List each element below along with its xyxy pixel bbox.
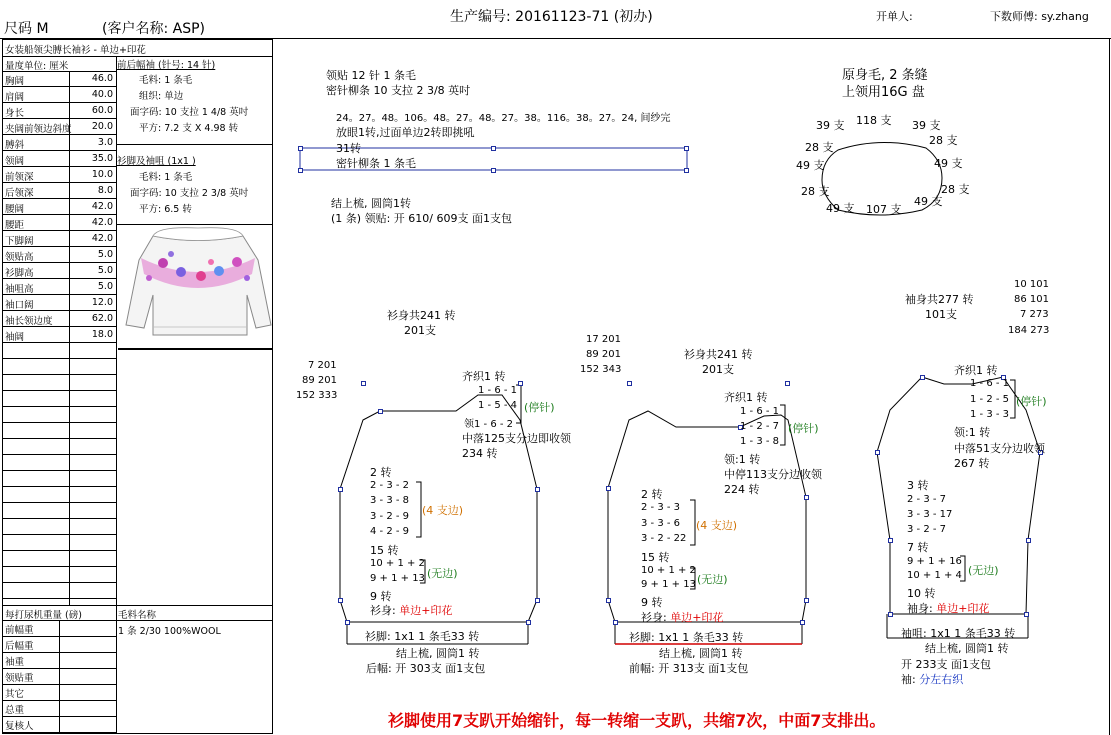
back-r2: 2 转 [370, 466, 392, 479]
front-neck1: 中停113支分边收领 [724, 468, 822, 481]
measurement-label: 肩阔 [5, 92, 25, 103]
back-neck2: 234 转 [462, 447, 498, 460]
sleeve-even: 齐织1 转 [954, 364, 998, 377]
sleeve-open: 开 233支 面1支包 [901, 658, 991, 671]
front-r9: 9 转 [641, 596, 663, 609]
yoke-label: 49 支 [934, 157, 963, 170]
measurement-label: 腰阔 [5, 204, 25, 215]
measurement-value: 12.0 [91, 297, 113, 308]
body-spec-density: 面字码: 10 支拉 1 4/8 英吋 [130, 107, 249, 118]
back-side-num: 152 333 [296, 390, 338, 401]
back-even: 齐织1 转 [462, 370, 506, 383]
measurement-value: 3.0 [97, 137, 113, 148]
sleeve-side-num: 7 273 [1020, 309, 1049, 320]
rib-spec-yarn: 毛料: 1 条毛 [139, 172, 193, 183]
front-stop: (停针) [788, 422, 819, 435]
measurement-label: 袖长领边度 [5, 316, 53, 327]
measurement-value: 35.0 [91, 153, 113, 164]
measurement-label: 后领深 [5, 188, 34, 199]
measurement-label: 衫脚高 [5, 268, 34, 279]
back-r15: 15 转 [370, 544, 399, 557]
back-r9: 9 转 [370, 590, 392, 603]
sleeve-stop: (停针) [1016, 395, 1047, 408]
yoke-label: 49 支 [826, 202, 855, 215]
front-total: 衫身共241 转 [684, 348, 753, 361]
collar-eyelet: 放眼1转,过面单边2转即挑吼 [336, 126, 475, 139]
sleeve-r7: 7 转 [907, 541, 929, 554]
measurement-value: 18.0 [91, 329, 113, 340]
sleeve-turns: 101支 [925, 308, 957, 321]
rib-spec-title: 衫脚及袖咀 (1x1 ) [117, 156, 196, 167]
yoke-label: 49 支 [914, 195, 943, 208]
yoke-label: 39 支 [816, 119, 845, 132]
sleeve-rib-finish: 结上梳, 圆筒1 转 [925, 642, 1009, 655]
front-neck0: 领:1 转 [724, 453, 761, 466]
measurement-value: 62.0 [91, 313, 113, 324]
measurement-label: 身长 [5, 108, 25, 119]
yoke-label: 28 支 [929, 134, 958, 147]
front-r15: 15 转 [641, 551, 670, 564]
back-arm: 3 - 3 - 8 [370, 495, 410, 506]
back-arm: 4 - 2 - 9 [370, 526, 410, 537]
weight-row-label: 其它 [5, 689, 25, 700]
body-spec-title: 前后幅袖 (针号: 14 针) [117, 60, 216, 71]
back-inc: 9 + 1 + 13 [370, 573, 425, 584]
measurement-value: 5.0 [97, 281, 113, 292]
yarn-name: 1 条 2/30 100%WOOL [118, 626, 221, 637]
front-rib: 衫脚: 1x1 1 条毛33 转 [629, 631, 744, 644]
weight-row-label: 后幅重 [5, 641, 34, 652]
yoke-label: 28 支 [805, 141, 834, 154]
yoke-title2: 上领用16G 盘 [842, 85, 925, 100]
back-dec: 1 - 5 - 4 [478, 400, 518, 411]
back-side-num: 89 201 [302, 375, 337, 386]
front-r2: 2 转 [641, 488, 663, 501]
front-dec: 1 - 6 - 1 [740, 406, 780, 417]
body-spec-structure: 组织: 单边 [139, 91, 184, 102]
measurement-value: 42.0 [91, 201, 113, 212]
sleeve-side-num: 86 101 [1014, 294, 1049, 305]
weight-row-label: 复核人 [5, 721, 34, 732]
measurement-label: 夹阔前领边斜度 [5, 124, 72, 135]
front-neck2: 224 转 [724, 483, 760, 496]
back-turns: 201支 [404, 324, 436, 337]
style-name: 女装船领尖膊长袖衫 - 单边+印花 [5, 45, 146, 56]
yarn-name-title: 毛料名称 [118, 610, 157, 621]
front-turns: 201支 [702, 363, 734, 376]
measurement-label: 领阔 [5, 156, 25, 167]
sleeve-dec: 1 - 6 - 1 [970, 378, 1010, 389]
measurement-label: 袖阔 [5, 332, 25, 343]
front-dec: 1 - 2 - 7 [740, 421, 780, 432]
back-inc: 10 + 1 + 2 [370, 558, 425, 569]
footer-note: 衫脚使用7支趴开始缩针，每一转缩一支趴，共缩7次，中面7支排出。 [388, 711, 886, 730]
front-dec: 1 - 3 - 8 [740, 436, 780, 447]
front-edge4: (4 支边) [696, 519, 738, 532]
back-arm: 2 - 3 - 2 [370, 480, 410, 491]
measurement-label: 领贴高 [5, 252, 34, 263]
collar-sequence: 24。27。48。106。48。27。48。27。38。116。38。27。24, 间纱完 [336, 113, 671, 124]
measurement-value: 42.0 [91, 217, 113, 228]
measurement-label: 腰距 [5, 220, 25, 231]
weight-row-label: 总重 [5, 705, 25, 716]
rib-spec-square: 平方: 6.5 转 [139, 204, 192, 215]
measurement-value: 5.0 [97, 265, 113, 276]
size-label: 尺码 M [4, 21, 49, 37]
customer-name: (客户名称: ASP) [102, 21, 205, 37]
front-inc: 10 + 1 + 2 [641, 565, 696, 576]
body-spec-yarn: 毛料: 1 条毛 [139, 75, 193, 86]
sleeve-neck0: 领:1 转 [954, 426, 991, 439]
back-edge4: (4 支边) [422, 504, 464, 517]
front-arm: 3 - 2 - 22 [641, 533, 687, 544]
weight-row-label: 前幅重 [5, 625, 34, 636]
back-dec: 1 - 6 - 1 [478, 385, 518, 396]
yoke-label: 28 支 [801, 185, 830, 198]
front-arm: 3 - 3 - 6 [641, 518, 681, 529]
sleeve-r10: 10 转 [907, 587, 936, 600]
yoke-label: 118 支 [856, 114, 892, 127]
collar-finish: 结上梳, 圆筒1转 [331, 197, 411, 210]
front-side-num: 17 201 [586, 334, 621, 345]
sleeve-inc: 10 + 1 + 4 [907, 570, 962, 581]
measurement-value: 40.0 [91, 89, 113, 100]
measurement-label: 前领深 [5, 172, 34, 183]
sleeve-side-num: 10 101 [1014, 279, 1049, 290]
designer-label: 下数师傅: sy.zhang [990, 10, 1089, 23]
back-rib-finish: 结上梳, 圆筒1 转 [396, 647, 480, 660]
sleeve-total: 袖身共277 转 [905, 293, 974, 306]
sleeve-side-label: 袖: 分左右织 [901, 673, 964, 686]
front-noedge: (无边) [697, 573, 728, 586]
sleeve-inc: 9 + 1 + 16 [907, 556, 962, 567]
back-body: 衫身: 单边+印花 [370, 604, 453, 617]
collar-dense: 密针柳条 1 条毛 [336, 157, 416, 170]
front-arm: 2 - 3 - 3 [641, 502, 681, 513]
measurement-value: 42.0 [91, 233, 113, 244]
sleeve-neck1: 中落51支分边收领 [954, 442, 1045, 455]
weight-row-label: 领贴重 [5, 673, 34, 684]
back-noedge: (无边) [427, 567, 458, 580]
back-stop: (停针) [524, 401, 555, 414]
measurement-label: 袖咀高 [5, 284, 34, 295]
measurement-label: 胸阔 [5, 76, 25, 87]
yoke-title1: 原身毛, 2 条缝 [842, 68, 928, 83]
back-rib: 衫脚: 1x1 1 条毛33 转 [365, 630, 480, 643]
sleeve-noedge: (无边) [968, 564, 999, 577]
sleeve-dec: 1 - 3 - 3 [970, 409, 1010, 420]
measurement-label: 膊斜 [5, 140, 25, 151]
sleeve-arm: 3 - 2 - 7 [907, 524, 947, 535]
measurement-value: 60.0 [91, 105, 113, 116]
yoke-label: 28 支 [941, 183, 970, 196]
sleeve-body: 袖身: 单边+印花 [907, 602, 990, 615]
sleeve-r3: 3 转 [907, 479, 929, 492]
body-spec-square: 平方: 7.2 支 X 4.98 转 [139, 123, 239, 134]
weight-title: 每打尿机重量 (磅) [5, 610, 82, 621]
front-rib-finish: 结上梳, 圆筒1 转 [659, 647, 743, 660]
back-open: 后幅: 开 303支 面1支包 [366, 662, 486, 675]
measurement-label: 袖口阔 [5, 300, 34, 311]
sleeve-arm: 2 - 3 - 7 [907, 494, 947, 505]
collar-open: (1 条) 领贴: 开 610/ 609支 面1支包 [331, 212, 512, 225]
collar-line1: 领贴 12 针 1 条毛 [326, 69, 416, 82]
back-side-num: 7 201 [308, 360, 337, 371]
sleeve-neck2: 267 转 [954, 457, 990, 470]
weight-row-label: 袖重 [5, 657, 25, 668]
collar-line2: 密针柳条 10 支拉 2 3/8 英吋 [326, 84, 471, 97]
measurement-label: 下脚阔 [5, 236, 34, 247]
rib-spec-density: 面字码: 10 支拉 2 3/8 英吋 [130, 188, 249, 199]
measurement-value: 20.0 [91, 121, 113, 132]
front-body: 衫身: 单边+印花 [641, 611, 724, 624]
back-dec: 领1 - 6 - 2 [464, 419, 514, 430]
back-neck1: 中落125支分边即收领 [462, 432, 571, 445]
front-even: 齐织1 转 [724, 391, 768, 404]
issuer-label: 开单人: [876, 10, 913, 23]
measurement-value: 46.0 [91, 73, 113, 84]
yoke-label: 49 支 [796, 159, 825, 172]
unit-label: 量度单位: 厘米 [5, 61, 69, 72]
front-side-num: 152 343 [580, 364, 622, 375]
yoke-label: 39 支 [912, 119, 941, 132]
front-open: 前幅: 开 313支 面1支包 [629, 662, 749, 675]
measurement-value: 10.0 [91, 169, 113, 180]
sleeve-dec: 1 - 2 - 5 [970, 394, 1010, 405]
back-arm: 3 - 2 - 9 [370, 511, 410, 522]
front-inc: 9 + 1 + 13 [641, 579, 696, 590]
yoke-label: 107 支 [866, 203, 902, 216]
sleeve-arm: 3 - 3 - 17 [907, 509, 953, 520]
front-side-num: 89 201 [586, 349, 621, 360]
sleeve-rib: 袖咀: 1x1 1 条毛33 转 [901, 627, 1016, 640]
back-total: 衫身共241 转 [387, 309, 456, 322]
measurement-value: 8.0 [97, 185, 113, 196]
production-number: 生产编号: 20161123-71 (初办) [450, 9, 653, 25]
collar-rows: 31转 [336, 142, 361, 155]
measurement-value: 5.0 [97, 249, 113, 260]
sleeve-side-num: 184 273 [1008, 325, 1050, 336]
